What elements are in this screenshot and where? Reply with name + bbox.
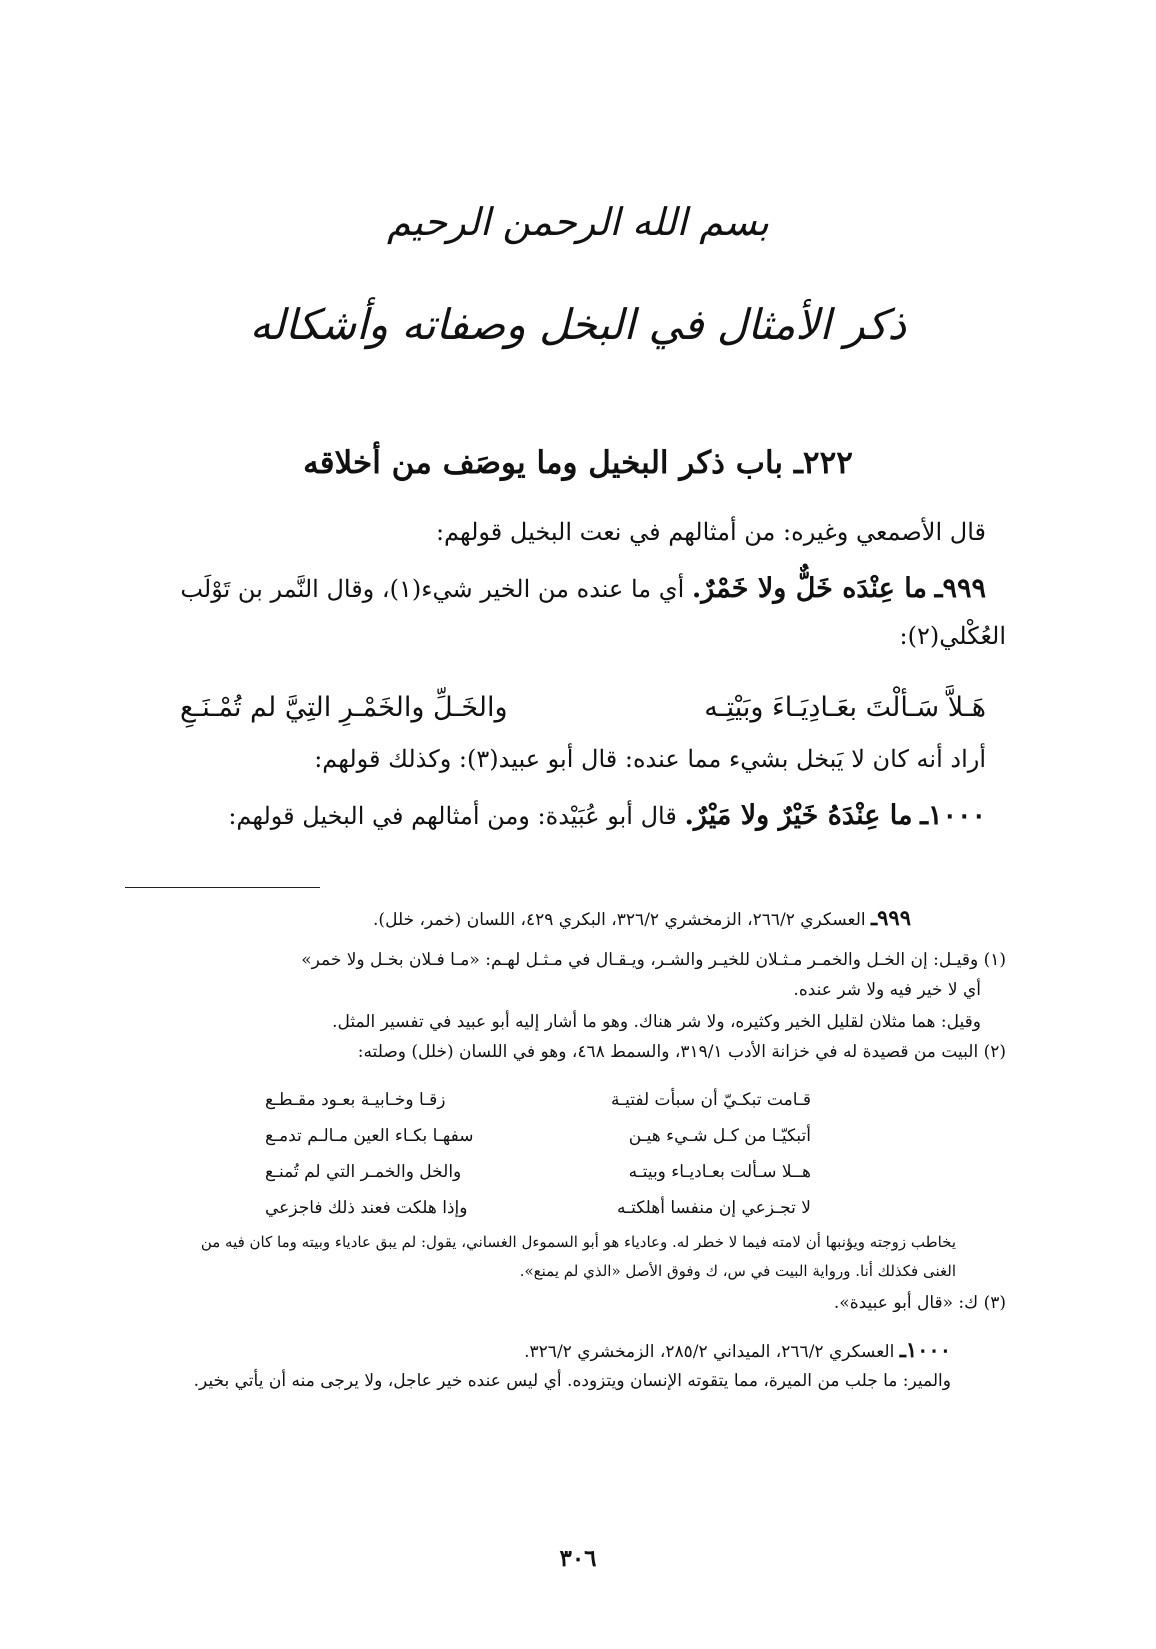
verse-hemistich-2: والخَـلِّ والخَمْـرِ التِيَّ لم تُمْـنَـعِ — [180, 692, 508, 723]
poem-line-1a: قـامت تبكـيّ أن سبأت لفتيـة — [611, 1090, 811, 1110]
section-heading: ذكر الأمثال في البخل وصفاته وأشكاله — [249, 300, 907, 349]
poem-line-1b: زقـا وخـابيـة بعـود مقـطـع — [265, 1090, 446, 1110]
proverb-1000 — [228, 800, 986, 831]
ref-number: ٩٩٩ـ — [871, 905, 911, 930]
proverb-text: ما عِنْدَه خَلٌّ ولا خَمْرٌ. — [691, 573, 927, 604]
ref-number: ١٠٠٠ـ — [899, 1337, 951, 1362]
proverb-999 — [80, 573, 986, 604]
poem-line-2a: أتبكيّـا من كـل شـيء هيـن — [628, 1126, 811, 1146]
poem-line-3a: هــلا سـألت بعـاديـاء وبيتـه — [628, 1162, 811, 1182]
poem-line-4b: وإذا هلكت فعند ذلك فاجزعي — [265, 1198, 468, 1218]
footnote-1-line-3: وقيل: هما مثلان لقليل الخير وكثيره، ولا شر هناك. وهو ما أشار إليه أبو عبيد في تفسير المثل. — [332, 1012, 981, 1032]
basmala: بسم الله الرحمن الرحيم — [387, 200, 769, 244]
footnote-divider — [125, 887, 320, 888]
footnote-ref-1000-gloss: والمير: ما جلب من الميرة، مما يتقوته الإنسان ويتزوده. أي ليس عنده خير عاجل، ولا يرجى منه أن يأتي بخير. — [193, 1371, 951, 1391]
proverb-number: ٩٩٩ـ — [934, 573, 986, 604]
poem-line-4a: لا تجـزعي إن منفسا أهلكتـه — [616, 1198, 811, 1218]
proverb-text: ما عِنْدَهُ خَيْرٌ ولا مَيْرٌ. — [684, 800, 913, 831]
verse-hemistich-1: هَـلاَّ سَـألْتَ بعَـادِيَـاءَ وبَيْتِـه — [704, 692, 986, 723]
proverb-gloss: أي ما عنده من الخير شيء(١)، وقال النَّمر بن تَوْلَب — [180, 575, 685, 603]
poem-line-3b: والخل والخمـر التي لم تُمنـع — [265, 1162, 462, 1182]
footnote-3: (٣) ك: «قال أبو عبيدة». — [833, 1293, 1006, 1313]
footnote-1-line-1: (١) وقيـل: إن الخـل والخمـر مـثـلان للخيـر والشـر، ويـقـال في مـثـل لهـم: «مـا فـلان بخـل ولا خمر» — [301, 950, 1006, 970]
footnote-1-line-2: أي لا خير فيه ولا شر عنده. — [793, 980, 981, 1000]
intro-line: قال الأصمعي وغيره: من أمثالهم في نعت البخيل قولهم: — [435, 518, 986, 546]
footnote-2-line-1: (٢) البيت من قصيدة له في خزانة الأدب ٣١٩/١، والسمط ٤٦٨، وهو في اللسان (خلل) وصلته: — [357, 1042, 1006, 1062]
poem-line-2b: سفهـا بكـاء العين مـالـم تدمـع — [265, 1126, 474, 1146]
ref-text: العسكري ٢٦٦/٢، الزمخشري ٣٢٦/٢، البكري ٤٢٩، اللسان (خمر، خلل). — [373, 910, 866, 930]
footnote-2-after-2: الغنى فكذلك أنا. ورواية البيت في س، ك وفوق الأصل «الذي لم يمنع». — [519, 1262, 956, 1280]
footnote-ref-999 — [373, 905, 911, 930]
chapter-title: ٢٢٢ـ باب ذكر البخيل وما يوصَف من أخلاقه — [303, 445, 853, 481]
footnote-ref-1000 — [524, 1337, 951, 1362]
proverb-999-gloss-cont: العُكْلي(٢): — [899, 622, 1006, 650]
ref-text: العسكري ٢٦٦/٢، الميداني ٢٨٥/٢، الزمخشري ٣٢٦/٢. — [524, 1342, 895, 1362]
after-verse-line: أراد أنه كان لا يَبخل بشيء مما عنده: قال أبو عبيد(٣): وكذلك قولهم: — [314, 745, 986, 773]
footnote-2-after-1: يخاطب زوجته ويؤنبها أن لامته فيما لا خطر له. وعادياء هو أبو السموءل الغساني، يقول: لم يبق عادياء وبيته وما كان فيه من — [200, 1233, 956, 1251]
proverb-number: ١٠٠٠ـ — [920, 800, 986, 831]
proverb-gloss: قال أبو عُبَيْدة: ومن أمثالهم في البخيل قولهم: — [228, 802, 677, 830]
page-number: ٣٠٦ — [559, 1545, 597, 1572]
